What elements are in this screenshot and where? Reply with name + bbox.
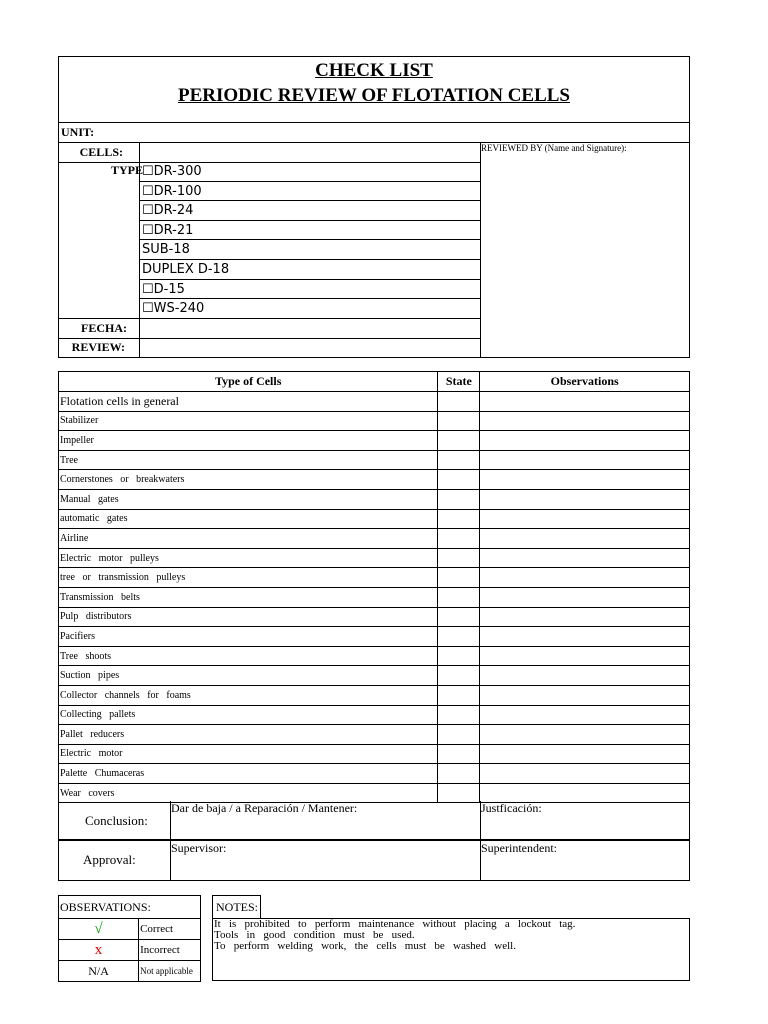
approval-label: Approval: xyxy=(83,852,136,867)
table-row xyxy=(59,764,690,784)
unit-label: UNIT: xyxy=(61,125,95,139)
observations-cell[interactable] xyxy=(480,392,690,412)
table-row xyxy=(59,705,690,725)
legend-row xyxy=(59,919,201,940)
fecha-field[interactable] xyxy=(139,318,481,339)
conclusion-field-label: Dar de baja / a Reparación / Mantener: xyxy=(171,801,358,815)
checklist-table xyxy=(58,371,690,803)
checkbox-icon[interactable]: ☐ xyxy=(142,281,154,297)
type-label: TYPE xyxy=(111,163,144,177)
observations-cell[interactable] xyxy=(480,666,690,686)
item-name: Electric motor pulleys xyxy=(59,548,438,568)
justification-field-label: Justficación: xyxy=(481,801,542,815)
type-option-duplex-d-18[interactable] xyxy=(139,260,480,280)
page-subtitle: PERIODIC REVIEW OF FLOTATION CELLS xyxy=(177,85,571,106)
state-cell[interactable] xyxy=(438,607,480,627)
header-observations: Observations xyxy=(480,372,690,392)
table-row xyxy=(59,744,690,764)
checkbox-icon[interactable]: ☐ xyxy=(142,222,154,238)
table-row xyxy=(59,529,690,549)
review-label: REVIEW: xyxy=(71,340,125,354)
state-cell[interactable] xyxy=(438,529,480,549)
state-cell[interactable] xyxy=(438,450,480,470)
legend-title-cell xyxy=(58,895,201,919)
state-cell[interactable] xyxy=(438,587,480,607)
state-cell[interactable] xyxy=(438,548,480,568)
type-option-label: WS-240 xyxy=(153,301,205,317)
type-option-dr-100[interactable] xyxy=(139,182,480,202)
checkbox-icon[interactable]: ☐ xyxy=(142,203,154,219)
unit-row xyxy=(58,122,690,143)
state-cell[interactable] xyxy=(438,685,480,705)
checkbox-icon[interactable]: ☐ xyxy=(142,301,154,317)
check-symbol: √ xyxy=(59,919,139,940)
header-box xyxy=(58,56,690,123)
observations-cell[interactable] xyxy=(480,646,690,666)
observations-cell[interactable] xyxy=(480,568,690,588)
type-option-label: SUB-18 xyxy=(142,242,190,258)
item-name: tree or transmission pulleys xyxy=(59,568,438,588)
supervisor-field-label: Supervisor: xyxy=(171,841,227,855)
table-row xyxy=(59,489,690,509)
table-row xyxy=(59,627,690,647)
type-option-label: D-15 xyxy=(153,281,185,297)
item-name: Electric motor xyxy=(59,744,438,764)
legend-row xyxy=(59,961,201,982)
notes-title: NOTES: xyxy=(216,900,258,914)
type-option-ws-240[interactable] xyxy=(139,299,480,319)
type-option-dr-21[interactable] xyxy=(139,221,480,241)
superintendent-field[interactable] xyxy=(480,841,690,880)
item-name: Impeller xyxy=(59,431,438,451)
state-cell[interactable] xyxy=(438,509,480,529)
table-row xyxy=(59,470,690,490)
table-row xyxy=(59,725,690,745)
item-name: Collector channels for foams xyxy=(59,685,438,705)
reviewed-by-field[interactable] xyxy=(480,143,690,358)
cells-value-field[interactable] xyxy=(139,143,481,163)
item-name: Cornerstones or breakwaters xyxy=(59,470,438,490)
table-row xyxy=(59,646,690,666)
superintendent-field-label: Superintendent: xyxy=(481,841,557,855)
observations-cell[interactable] xyxy=(480,470,690,490)
item-name: Airline xyxy=(59,529,438,549)
observations-cell[interactable] xyxy=(480,450,690,470)
state-cell[interactable] xyxy=(438,411,480,431)
type-option-label: DR-21 xyxy=(153,222,194,238)
state-cell[interactable] xyxy=(438,666,480,686)
item-name: Pacifiers xyxy=(59,627,438,647)
legend-table xyxy=(58,918,201,982)
observations-cell[interactable] xyxy=(480,705,690,725)
review-field[interactable] xyxy=(139,338,481,358)
type-option-d-15[interactable] xyxy=(139,280,480,300)
page-title: CHECK LIST xyxy=(315,60,433,81)
state-cell[interactable] xyxy=(438,646,480,666)
state-cell[interactable] xyxy=(438,744,480,764)
observations-cell[interactable] xyxy=(480,607,690,627)
notes-title-cell xyxy=(212,895,261,919)
type-option-label: DR-24 xyxy=(153,203,194,219)
observations-cell[interactable] xyxy=(480,587,690,607)
type-option-label: DUPLEX D-18 xyxy=(142,262,230,277)
table-row xyxy=(59,450,690,470)
notes-box xyxy=(212,918,690,981)
header-state: State xyxy=(438,372,480,392)
state-cell[interactable] xyxy=(438,470,480,490)
state-cell[interactable] xyxy=(438,568,480,588)
info-section xyxy=(58,142,690,358)
item-name: Tree shoots xyxy=(59,646,438,666)
legend-label: Not applicable xyxy=(139,961,201,982)
table-row xyxy=(59,607,690,627)
observations-cell[interactable] xyxy=(480,548,690,568)
observations-cell[interactable] xyxy=(480,411,690,431)
observations-cell[interactable] xyxy=(480,744,690,764)
table-row xyxy=(59,568,690,588)
item-name: Suction pipes xyxy=(59,666,438,686)
legend-label: Incorrect xyxy=(139,940,201,961)
state-cell[interactable] xyxy=(438,431,480,451)
type-options-list xyxy=(139,162,481,319)
item-name: Palette Chumaceras xyxy=(59,764,438,784)
legend-label: Correct xyxy=(139,919,201,940)
note-line: Tools in good condition must be used. xyxy=(214,929,415,941)
legend-row xyxy=(59,940,201,961)
observations-cell[interactable] xyxy=(480,764,690,784)
type-option-label: DR-100 xyxy=(153,183,202,199)
table-row xyxy=(59,685,690,705)
type-option-sub-18[interactable] xyxy=(139,240,480,260)
table-row xyxy=(59,548,690,568)
fecha-label-cell xyxy=(59,318,140,339)
type-label-cell xyxy=(59,162,144,319)
justification-field[interactable] xyxy=(480,801,690,841)
x-symbol: x xyxy=(59,940,139,961)
conclusion-field[interactable] xyxy=(170,801,481,841)
table-row xyxy=(59,666,690,686)
checkbox-icon[interactable]: ☐ xyxy=(142,183,154,199)
state-cell[interactable] xyxy=(438,764,480,784)
legend-title: OBSERVATIONS: xyxy=(60,900,151,914)
table-row xyxy=(59,587,690,607)
header-type-of-cells: Type of Cells xyxy=(59,372,438,392)
observations-cell[interactable] xyxy=(480,725,690,745)
conclusion-section xyxy=(58,801,690,881)
observations-cell[interactable] xyxy=(480,627,690,647)
item-name: Flotation cells in general xyxy=(59,392,438,412)
observations-cell[interactable] xyxy=(480,529,690,549)
note-line: To perform welding work, the cells must be washed well. xyxy=(214,940,516,952)
item-name: Pallet reducers xyxy=(59,725,438,745)
type-option-dr-24[interactable] xyxy=(139,201,480,221)
table-row xyxy=(59,411,690,431)
type-option-label: DR-300 xyxy=(153,164,202,179)
cells-label-cell xyxy=(59,143,140,163)
state-cell[interactable] xyxy=(438,705,480,725)
approval-label-cell xyxy=(59,841,171,880)
item-name: Manual gates xyxy=(59,489,438,509)
state-cell[interactable] xyxy=(438,489,480,509)
checkbox-icon[interactable]: ☐ xyxy=(142,164,154,179)
state-cell[interactable] xyxy=(438,392,480,412)
supervisor-field[interactable] xyxy=(170,841,481,880)
item-name: Tree xyxy=(59,450,438,470)
observations-cell[interactable] xyxy=(480,431,690,451)
item-name: automatic gates xyxy=(59,509,438,529)
note-line: It is prohibited to perform maintenance without placing a lockout tag. xyxy=(214,918,576,930)
conclusion-label-cell xyxy=(59,801,171,841)
item-name: Collecting pallets xyxy=(59,705,438,725)
table-row xyxy=(59,431,690,451)
table-row xyxy=(59,392,690,412)
item-name: Stabilizer xyxy=(59,411,438,431)
item-name: Wear covers xyxy=(59,783,438,803)
observations-cell[interactable] xyxy=(480,685,690,705)
review-label-cell xyxy=(59,338,140,358)
reviewed-by-label: REVIEWED BY (Name and Signature): xyxy=(481,143,627,153)
observations-cell[interactable] xyxy=(480,489,690,509)
cells-label: CELLS: xyxy=(79,145,123,159)
fecha-label: FECHA: xyxy=(81,321,127,335)
state-cell[interactable] xyxy=(438,725,480,745)
state-cell[interactable] xyxy=(438,627,480,647)
table-row xyxy=(59,509,690,529)
observations-cell[interactable] xyxy=(480,509,690,529)
item-name: Transmission belts xyxy=(59,587,438,607)
na-symbol: N/A xyxy=(59,961,139,982)
conclusion-label: Conclusion: xyxy=(85,813,148,828)
item-name: Pulp distributors xyxy=(59,607,438,627)
type-option-dr-300[interactable] xyxy=(139,162,480,182)
